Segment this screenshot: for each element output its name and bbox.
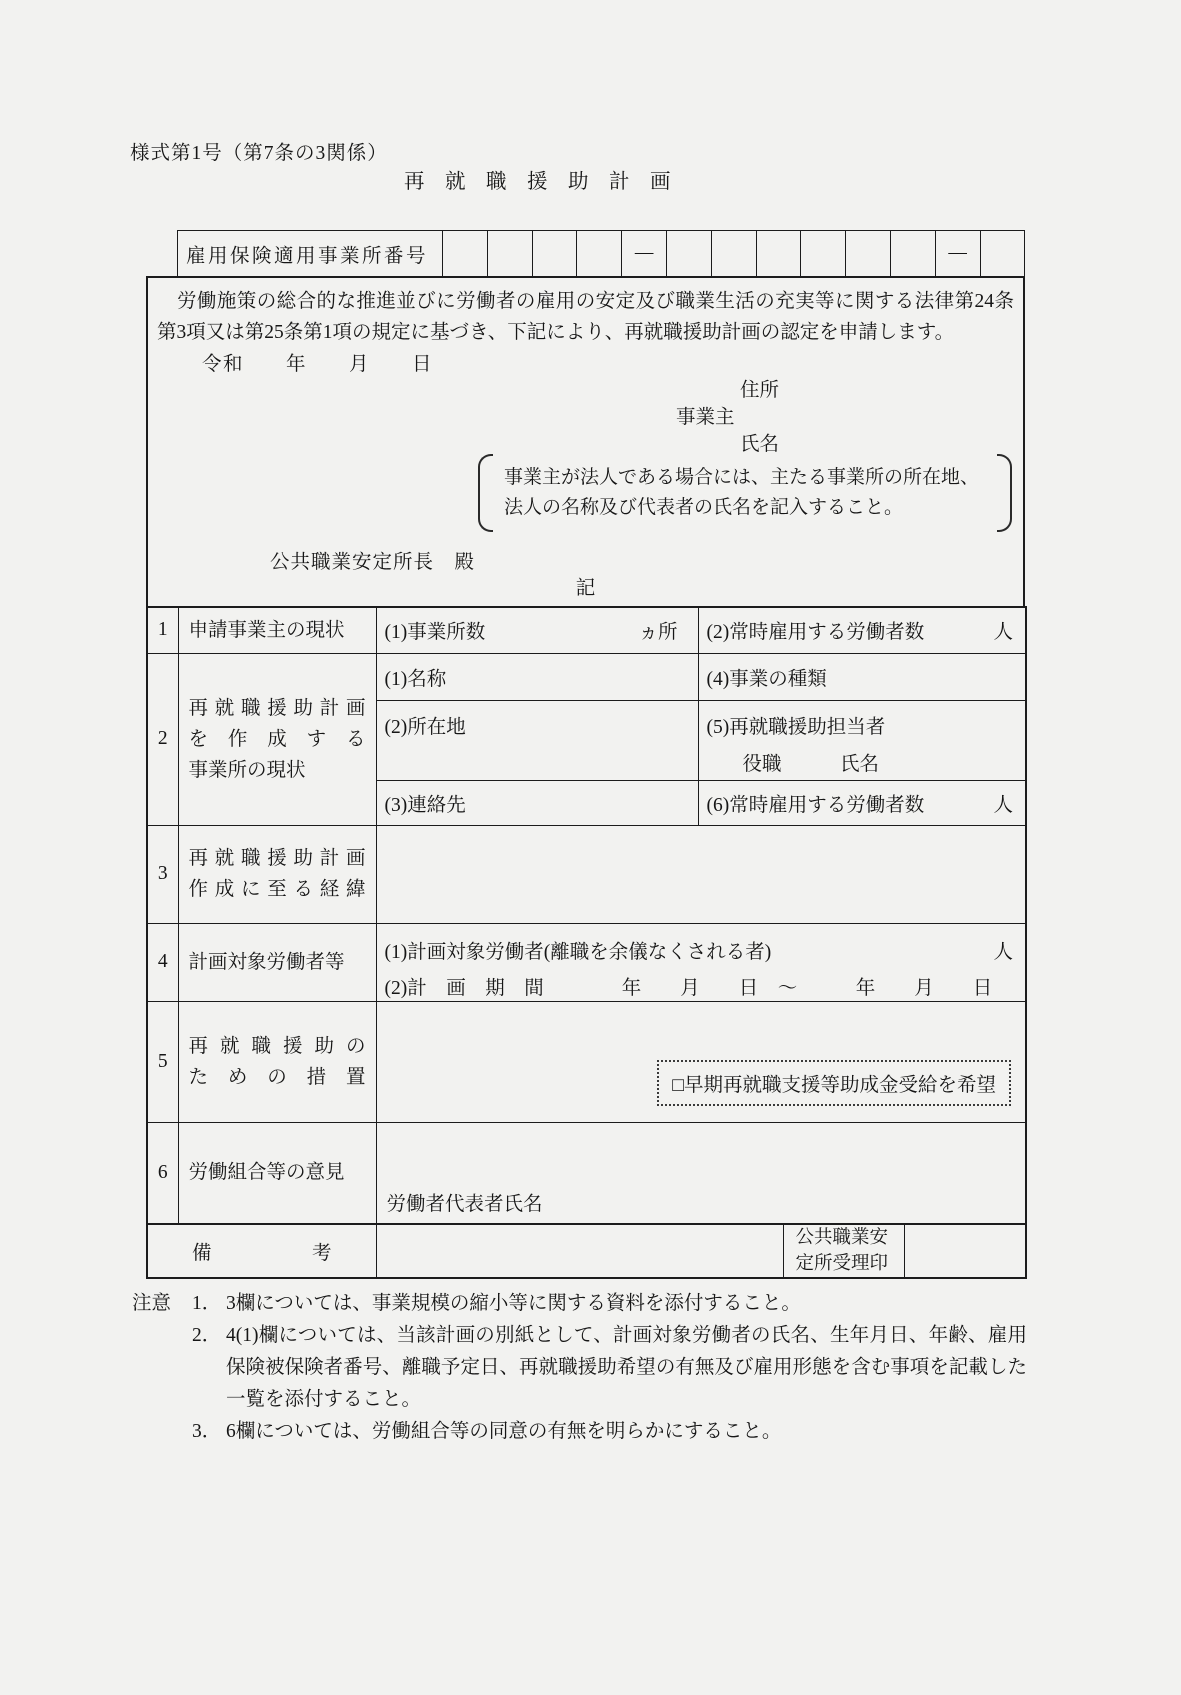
establishment-name-label: (1)名称 (384, 668, 447, 690)
row6-number: 6 (147, 1122, 178, 1224)
recipient-line: 公共職業安定所長 殿 (270, 552, 476, 573)
form-code: 様式第1号（第7条の3関係） (130, 143, 388, 164)
row1-label: 申請事業主の現状 (178, 607, 376, 653)
insurance-separator-cell: — (622, 231, 667, 277)
target-workers-label: (1)計画対象労働者(離職を余儀なくされる者) (384, 941, 772, 963)
grant-checkbox[interactable]: □ (672, 1074, 684, 1096)
row-2a (147, 653, 1026, 700)
note3-text: 6欄については、労働組合等の同意の有無を明らかにすること。 (226, 1421, 782, 1442)
insurance-digit-cell[interactable] (980, 231, 1025, 277)
insurance-number-table (177, 230, 1025, 277)
note3-number: 3． (192, 1421, 222, 1442)
row5-label (178, 1001, 376, 1122)
establishment-address-cell[interactable] (376, 700, 698, 780)
establishment-address-label: (2)所在地 (384, 716, 466, 738)
insurance-digit-cell[interactable] (487, 231, 532, 277)
insurance-digit-cell[interactable] (846, 231, 891, 277)
legal-entity-note (478, 454, 1012, 532)
legal-note-line1: 事業主が法人である場合には、主たる事業所の所在地、 (504, 467, 980, 488)
regular-workers-cell[interactable] (698, 607, 1026, 653)
form-title: 再 就 職 援 助 計 画 (404, 171, 671, 193)
note2-text: 4(1)欄については、当該計画の別紙として、計画対象労働者の氏名、生年月日、年齢、雇用保険被保険者番号、離職予定日、再就職援助希望の有無及び雇用形態を含む事項を記載した一覧を添付すること。 (226, 1325, 1027, 1410)
target-workers-cell[interactable] (376, 923, 1026, 1001)
establishment-workers-unit: 人 (993, 794, 1013, 816)
record-mark: 記 (575, 578, 596, 599)
row-6 (147, 1122, 1026, 1224)
offices-count-label: (1)事業所数 (384, 622, 486, 644)
note2-number: 2． (192, 1325, 222, 1346)
note-item-2 (132, 1320, 1027, 1416)
employer-label[interactable]: 事業主 (676, 407, 735, 428)
remarks-row (147, 1224, 1026, 1278)
grant-request-box (657, 1060, 1011, 1106)
background-cell[interactable] (376, 825, 1026, 923)
assistance-manager-label: (5)再就職援助担当者 (706, 716, 886, 738)
application-statement: 労働施策の総合的な推進並びに労働者の雇用の安定及び職業生活の充実等に関する法律第24条第3項又は第25条第1項の規定に基づき、下記により、再就職援助計画の認定を申請します。 (157, 291, 1014, 343)
assistance-manager-cell[interactable] (698, 700, 1026, 780)
row-1 (147, 607, 1026, 653)
plan-period-label: (2)計 画 期 間 年 月 日 ～ 年 月 日 (384, 977, 993, 999)
row3-label (178, 825, 376, 923)
insurance-digit-cell[interactable] (532, 231, 577, 277)
insurance-separator-cell: — (935, 231, 980, 277)
row4-label: 計画対象労働者等 (178, 923, 376, 1001)
remarks-label: 備考 (147, 1224, 376, 1278)
insurance-number-label: 雇用保険適用事業所番号 (178, 231, 443, 277)
remarks-cell[interactable] (376, 1224, 783, 1278)
insurance-digit-cell[interactable] (666, 231, 711, 277)
manager-title-name-label: 役職 氏名 (742, 753, 880, 775)
row2-label-line1: 再就職援助計画 (188, 697, 366, 719)
regular-workers-unit: 人 (993, 622, 1013, 644)
note-item-3 (132, 1416, 1027, 1448)
row5-label-line1: 再就職援助の (188, 1035, 366, 1057)
row-3 (147, 825, 1026, 923)
assistance-measures-cell[interactable] (376, 1001, 1026, 1122)
remarks-table (146, 1223, 1027, 1279)
row4-number: 4 (147, 923, 178, 1001)
row-5 (147, 1001, 1026, 1122)
date-line[interactable]: 令和 年 月 日 (202, 354, 434, 375)
acceptance-stamp-box[interactable] (904, 1224, 1026, 1278)
note-item-1 (132, 1288, 1027, 1320)
form-body (146, 230, 1025, 1279)
name-label[interactable]: 氏名 (740, 434, 780, 455)
target-workers-unit: 人 (993, 941, 1013, 963)
footnotes (132, 1288, 1027, 1448)
main-table (146, 606, 1027, 1225)
insurance-digit-cell[interactable] (890, 231, 935, 277)
row2-number: 2 (147, 653, 178, 825)
insurance-digit-cell[interactable] (756, 231, 801, 277)
business-type-cell[interactable] (698, 653, 1026, 700)
row2-label-line3: 事業所の現状 (188, 759, 306, 781)
offices-count-cell[interactable] (376, 607, 698, 653)
row2-label (178, 653, 376, 825)
union-opinion-cell[interactable] (376, 1122, 1026, 1224)
insurance-digit-cell[interactable] (577, 231, 622, 277)
row5-label-line2: ための措置 (188, 1066, 366, 1088)
notes-heading: 注意 (132, 1293, 172, 1314)
establishment-workers-label: (6)常時雇用する労働者数 (706, 794, 925, 816)
offices-count-unit: ヵ所 (638, 622, 678, 644)
acceptance-stamp-label: 公共職業安定所受理印 (795, 1228, 889, 1274)
grant-checkbox-label: 早期再就職支援等助成金受給を希望 (683, 1074, 996, 1096)
note1-text: 3欄については、事業規模の縮小等に関する資料を添付すること。 (226, 1293, 801, 1314)
row-4 (147, 923, 1026, 1001)
row5-number: 5 (147, 1001, 178, 1122)
regular-workers-label: (2)常時雇用する労働者数 (706, 622, 925, 644)
contact-cell[interactable] (376, 780, 698, 825)
row1-number: 1 (147, 607, 178, 653)
worker-representative-label: 労働者代表者氏名 (386, 1194, 543, 1215)
row3-label-line1: 再就職援助計画 (188, 848, 366, 869)
row3-label-line2: 作成に至る経緯 (188, 879, 366, 900)
establishment-name-cell[interactable] (376, 653, 698, 700)
legal-note-line2: 法人の名称及び代表者の氏名を記入すること。 (504, 497, 904, 518)
insurance-digit-cell[interactable] (443, 231, 488, 277)
business-type-label: (4)事業の種類 (706, 668, 827, 690)
insurance-digit-cell[interactable] (801, 231, 846, 277)
acceptance-stamp-label-cell (783, 1224, 904, 1278)
row3-number: 3 (147, 825, 178, 923)
insurance-digit-cell[interactable] (711, 231, 756, 277)
row6-label: 労働組合等の意見 (178, 1122, 376, 1224)
application-section (146, 276, 1025, 608)
note1-number: 1． (192, 1293, 222, 1314)
row2-label-line2: を作成する (188, 728, 366, 750)
contact-label: (3)連絡先 (384, 794, 466, 816)
address-label[interactable]: 住所 (740, 380, 780, 401)
establishment-workers-cell[interactable] (698, 780, 1026, 825)
